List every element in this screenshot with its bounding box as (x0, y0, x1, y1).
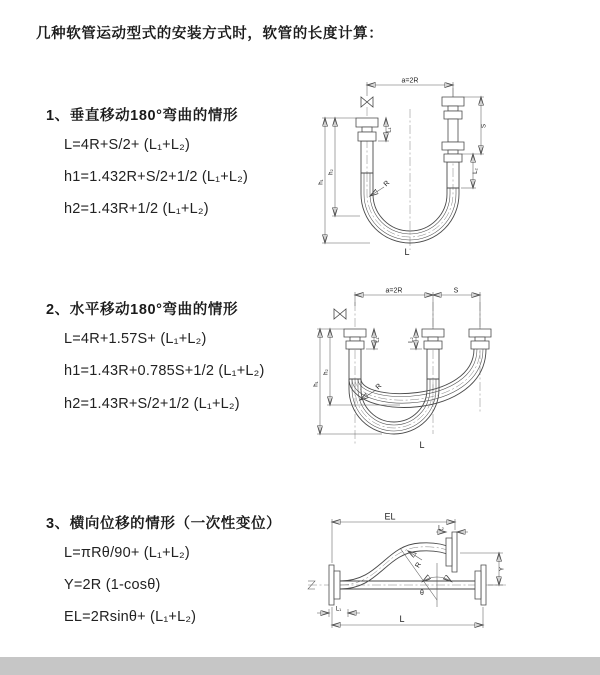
label-l2: L₂ (407, 337, 415, 343)
diagram-horizontal-180-bend (312, 284, 547, 456)
label-l: L (419, 440, 425, 450)
section-1-formula-h2: h2=1.43R+1/2 (L₁+L₂) (64, 201, 209, 217)
section-1-formula-L: L=4R+S/2+ (L₁+L₂) (64, 137, 190, 153)
label-h1: h₁ (318, 179, 325, 185)
label-l2: L₂ (472, 168, 479, 174)
label-y: Y (498, 566, 506, 572)
hose-position-2 (349, 349, 486, 407)
pipe-fittings (344, 329, 491, 349)
label-l2: L₂ (438, 524, 444, 532)
label-l1: L₁ (373, 337, 381, 343)
pipe-flanges (329, 532, 486, 605)
label-theta: θ (420, 590, 424, 597)
valve-icon (334, 309, 346, 319)
label-el: EL (384, 511, 396, 522)
label-r: R (382, 179, 392, 189)
section-1-formula-h1: h1=1.432R+S/2+1/2 (L₁+L₂) (64, 169, 249, 185)
centerlines (355, 302, 480, 444)
section-3-formula-L: L=πRθ/90+ (L₁+L₂) (64, 545, 190, 561)
label-r: R (374, 382, 384, 392)
label-l: L (399, 614, 405, 624)
valve-icon (361, 97, 373, 107)
label-h2: h₂ (322, 369, 330, 375)
section-1-heading: 1、垂直移动180°弯曲的情形 (46, 108, 239, 124)
section-3-heading: 3、横向位移的情形（一次性变位） (46, 516, 282, 532)
dimension-labels (336, 512, 506, 625)
label-s: S (453, 287, 459, 295)
label-l1: L₁ (335, 605, 342, 613)
section-2-formula-L: L=4R+1.57S+ (L₁+L₂) (64, 331, 207, 347)
bottom-gray-strip (0, 657, 600, 675)
label-s: S (480, 123, 488, 129)
section-2-formula-h2: h2=1.43R+S/2+1/2 (L₁+L₂) (64, 396, 240, 412)
section-3-formula-Y: Y=2R (1-cosθ) (64, 577, 161, 593)
diagram-vertical-180-bend (318, 74, 528, 259)
label-a2r: a=2R (401, 77, 419, 85)
label-h1: h₁ (312, 381, 320, 387)
label-l1: L₁ (385, 127, 393, 133)
page-title: 几种软管运动型式的安装方式时，软管的长度计算： (36, 26, 384, 42)
section-2-heading: 2、水平移动180°弯曲的情形 (46, 302, 239, 318)
label-r: R (414, 561, 423, 570)
diagram-lateral-displacement (300, 510, 515, 650)
label-h2: h₂ (327, 169, 335, 175)
label-l: L (404, 247, 410, 257)
section-3-formula-EL: EL=2Rsinθ+ (L₁+L₂) (64, 609, 197, 625)
hose-s-curve (340, 543, 452, 589)
label-a2r: a=2R (385, 287, 403, 295)
centerlines (367, 88, 453, 250)
section-2-formula-h1: h1=1.43R+0.785S+1/2 (L₁+L₂) (64, 363, 265, 379)
construction-lines (400, 548, 452, 607)
